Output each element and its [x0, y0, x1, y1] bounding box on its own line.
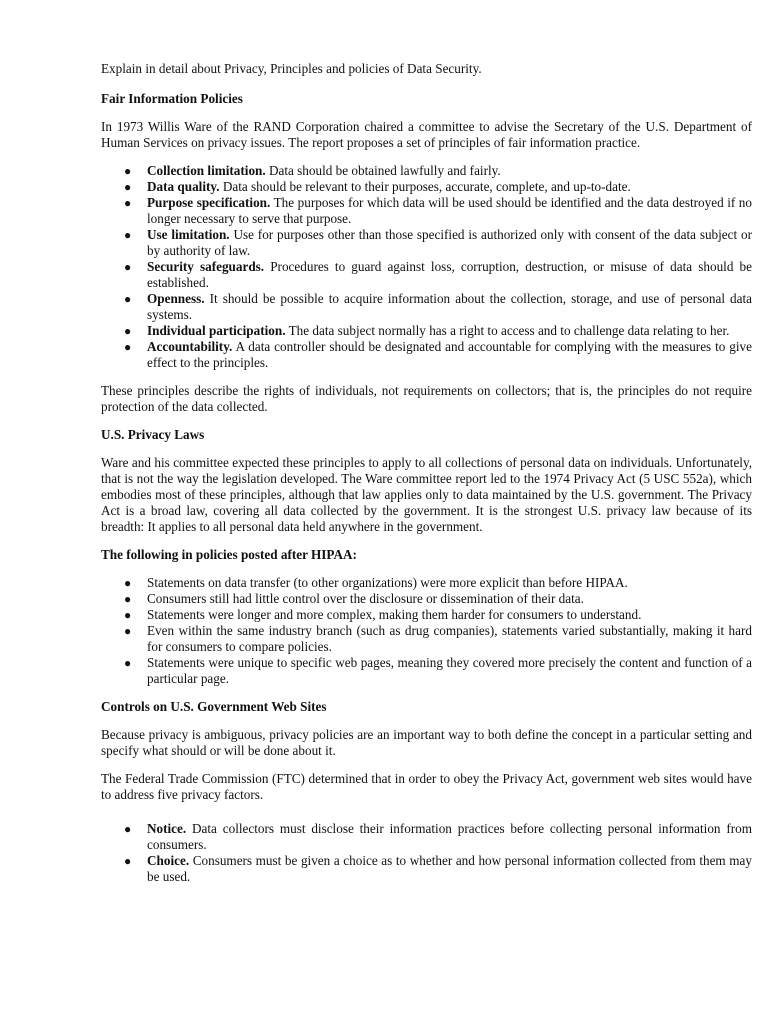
list-item	[124, 853, 752, 885]
list-item	[124, 607, 752, 623]
list-item-text: Data collectors must disclose their information practices before collecting personal information from consumers.	[147, 821, 752, 852]
bullet-icon: ●	[124, 822, 132, 836]
list-item	[124, 195, 752, 227]
list-item	[124, 227, 752, 259]
list-item-term: Collection limitation.	[147, 163, 266, 178]
list-item	[124, 623, 752, 655]
list-item-text: The data subject normally has a right to access and to challenge data relating to her.	[285, 323, 730, 338]
bullet-icon: ●	[124, 576, 132, 590]
list-item-term: Data quality.	[147, 179, 220, 194]
bullet-icon: ●	[124, 260, 132, 274]
fip-closing-paragraph: These principles describe the rights of individuals, not requirements on collectors; that is, the principles do not require protection of the data collected.	[101, 383, 752, 414]
bullet-icon: ●	[124, 656, 132, 670]
us-privacy-laws-paragraph: Ware and his committee expected these principles to apply to all collections of personal data on individuals. Unfortunately, that is not the way the legislation developed. The Ware committee report led to the 1974 Privacy Act (5 USC 552a), which embodies most of these principles, although that law applies only to data maintained by the U.S. government. The Privacy Act is a broad law, covering all data collected by the government. It is the strongest U.S. privacy law because of its breadth: It applies to all personal data held anywhere in the government.	[101, 455, 752, 534]
bullet-icon: ●	[124, 228, 132, 242]
heading-fair-information-policies: Fair Information Policies	[101, 91, 243, 106]
list-item-term: Individual participation.	[147, 323, 286, 338]
list-item-text: The purposes for which data will be used should be identified and the data destroyed if no longer necessary to serve that purpose.	[147, 195, 752, 226]
bullet-icon: ●	[124, 592, 132, 606]
list-item-text: It should be possible to acquire information about the collection, storage, and use of personal data systems.	[147, 291, 752, 322]
heading-us-privacy-laws: U.S. Privacy Laws	[101, 427, 205, 442]
list-item	[124, 575, 752, 591]
list-item-term: Use limitation.	[147, 227, 230, 242]
bullet-icon: ●	[124, 324, 132, 338]
heading-hipaa-policies: The following in policies posted after HIPAA:	[101, 547, 357, 562]
ftc-factors-list	[101, 821, 752, 885]
list-item	[124, 821, 752, 853]
bullet-icon: ●	[124, 180, 132, 194]
fip-principles-list	[101, 163, 752, 371]
list-item-text: Consumers must be given a choice as to whether and how personal information collected from them may be used.	[147, 853, 752, 884]
list-item	[124, 591, 752, 607]
list-item	[124, 163, 752, 179]
bullet-icon: ●	[124, 854, 132, 868]
list-item-text: Even within the same industry branch (such as drug companies), statements varied substantially, making it hard for consumers to compare policies.	[147, 623, 752, 654]
list-item	[124, 259, 752, 291]
list-item-term: Security safeguards.	[147, 259, 265, 274]
list-item-text: Statements on data transfer (to other organizations) were more explicit than before HIPAA.	[147, 575, 628, 590]
list-item	[124, 291, 752, 323]
list-item	[124, 323, 752, 339]
bullet-icon: ●	[124, 196, 132, 210]
controls-paragraph-1: Because privacy is ambiguous, privacy policies are an important way to both define the concept in a particular setting and specify what should or will be done about it.	[101, 727, 752, 758]
fip-paragraph: In 1973 Willis Ware of the RAND Corporation chaired a committee to advise the Secretary of the U.S. Department of Human Services on privacy issues. The report proposes a set of principles of fair information practice.	[101, 119, 752, 150]
bullet-icon: ●	[124, 608, 132, 622]
list-item	[124, 655, 752, 687]
list-item-text: A data controller should be designated and accountable for complying with the measures to give effect to the principles.	[147, 339, 752, 370]
list-item-term: Accountability.	[147, 339, 233, 354]
bullet-icon: ●	[124, 624, 132, 638]
list-item-text: Consumers still had little control over the disclosure or dissemination of their data.	[147, 591, 584, 606]
bullet-icon: ●	[124, 164, 132, 178]
intro-question: Explain in detail about Privacy, Principles and policies of Data Security.	[101, 61, 482, 76]
list-item-term: Choice.	[147, 853, 190, 868]
bullet-icon: ●	[124, 292, 132, 306]
list-item-term: Purpose specification.	[147, 195, 271, 210]
list-item-text: Statements were longer and more complex, making them harder for consumers to understand.	[147, 607, 642, 622]
list-item-term: Notice.	[147, 821, 187, 836]
hipaa-list	[101, 575, 752, 687]
list-item-text: Statements were unique to specific web pages, meaning they covered more precisely the content and function of a particular page.	[147, 655, 752, 686]
list-item-text: Use for purposes other than those specified is authorized only with consent of the data subject or by authority of law.	[147, 227, 752, 258]
list-item	[124, 339, 752, 371]
heading-controls-gov-web-sites: Controls on U.S. Government Web Sites	[101, 699, 327, 714]
list-item-text: Procedures to guard against loss, corruption, destruction, or misuse of data should be established.	[147, 259, 752, 290]
list-item-text: Data should be obtained lawfully and fairly.	[265, 163, 501, 178]
list-item	[124, 179, 752, 195]
list-item-text: Data should be relevant to their purposes, accurate, complete, and up-to-date.	[219, 179, 631, 194]
bullet-icon: ●	[124, 340, 132, 354]
controls-paragraph-2: The Federal Trade Commission (FTC) determined that in order to obey the Privacy Act, government web sites would have to address five privacy factors.	[101, 771, 752, 802]
list-item-term: Openness.	[147, 291, 205, 306]
